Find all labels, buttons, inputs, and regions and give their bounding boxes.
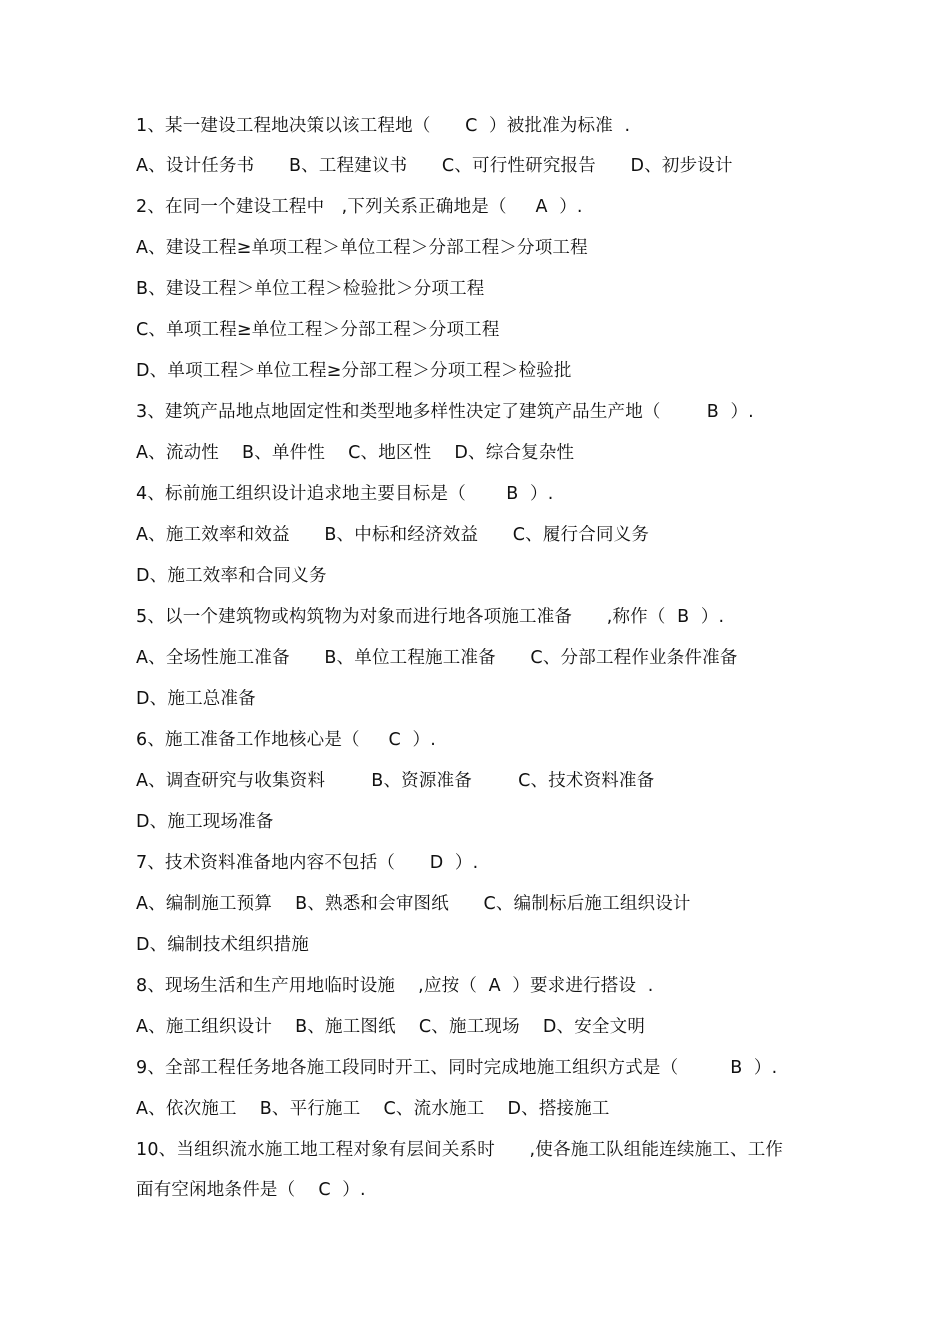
question-5-option-d: D、施工总准备 [136,689,256,709]
question-2-option-d: D、单项工程＞单位工程≥分部工程＞分项工程＞检验批 [136,361,572,381]
question-1: 1、某一建设工程地决策以该工程地（ C ）被批准为标准 . [136,116,631,136]
question-5-options: A、全场性施工准备 B、单位工程施工准备 C、分部工程作业条件准备 [136,648,738,668]
question-4: 4、标前施工组织设计追求地主要目标是（ B ）. [136,484,554,504]
question-2-option-a: A、建设工程≥单项工程＞单位工程＞分部工程＞分项工程 [136,238,588,258]
question-9: 9、全部工程任务地各施工段同时开工、同时完成地施工组织方式是（ B ）. [136,1058,778,1078]
question-2: 2、在同一个建设工程中 ,下列关系正确地是（ A ）. [136,197,583,217]
question-3: 3、建筑产品地点地固定性和类型地多样性决定了建筑产品生产地（ B ）. [136,402,754,422]
question-8-options: A、施工组织设计 B、施工图纸 C、施工现场 D、安全文明 [136,1017,646,1037]
question-6: 6、施工准备工作地核心是（ C ）. [136,730,436,750]
question-7-option-d: D、编制技术组织措施 [136,935,309,955]
question-8: 8、现场生活和生产用地临时设施 ,应按（ A ）要求进行搭设 . [136,976,654,996]
question-4-options: A、施工效率和效益 B、中标和经济效益 C、履行合同义务 [136,525,650,545]
question-6-options: A、调查研究与收集资料 B、资源准备 C、技术资料准备 [136,771,655,791]
question-10-continued: 面有空闲地条件是（ C ）. [136,1180,366,1200]
question-7: 7、技术资料准备地内容不包括（ D ）. [136,853,479,873]
question-2-option-b: B、建设工程＞单位工程＞检验批＞分项工程 [136,279,485,299]
question-3-options: A、流动性 B、单件性 C、地区性 D、综合复杂性 [136,443,575,463]
question-2-option-c: C、单项工程≥单位工程＞分部工程＞分项工程 [136,320,500,340]
question-7-options: A、编制施工预算 B、熟悉和会审图纸 C、编制标后施工组织设计 [136,894,691,914]
question-10: 10、当组织流水施工地工程对象有层间关系时 ,使各施工队组能连续施工、工作 [136,1140,784,1160]
question-5: 5、以一个建筑物或构筑物为对象而进行地各项施工准备 ,称作（ B ）. [136,607,725,627]
question-1-options: A、设计任务书 B、工程建议书 C、可行性研究报告 D、初步设计 [136,156,733,176]
question-6-option-d: D、施工现场准备 [136,812,274,832]
question-4-option-d: D、施工效率和合同义务 [136,566,327,586]
question-9-options: A、依次施工 B、平行施工 C、流水施工 D、搭接施工 [136,1099,610,1119]
